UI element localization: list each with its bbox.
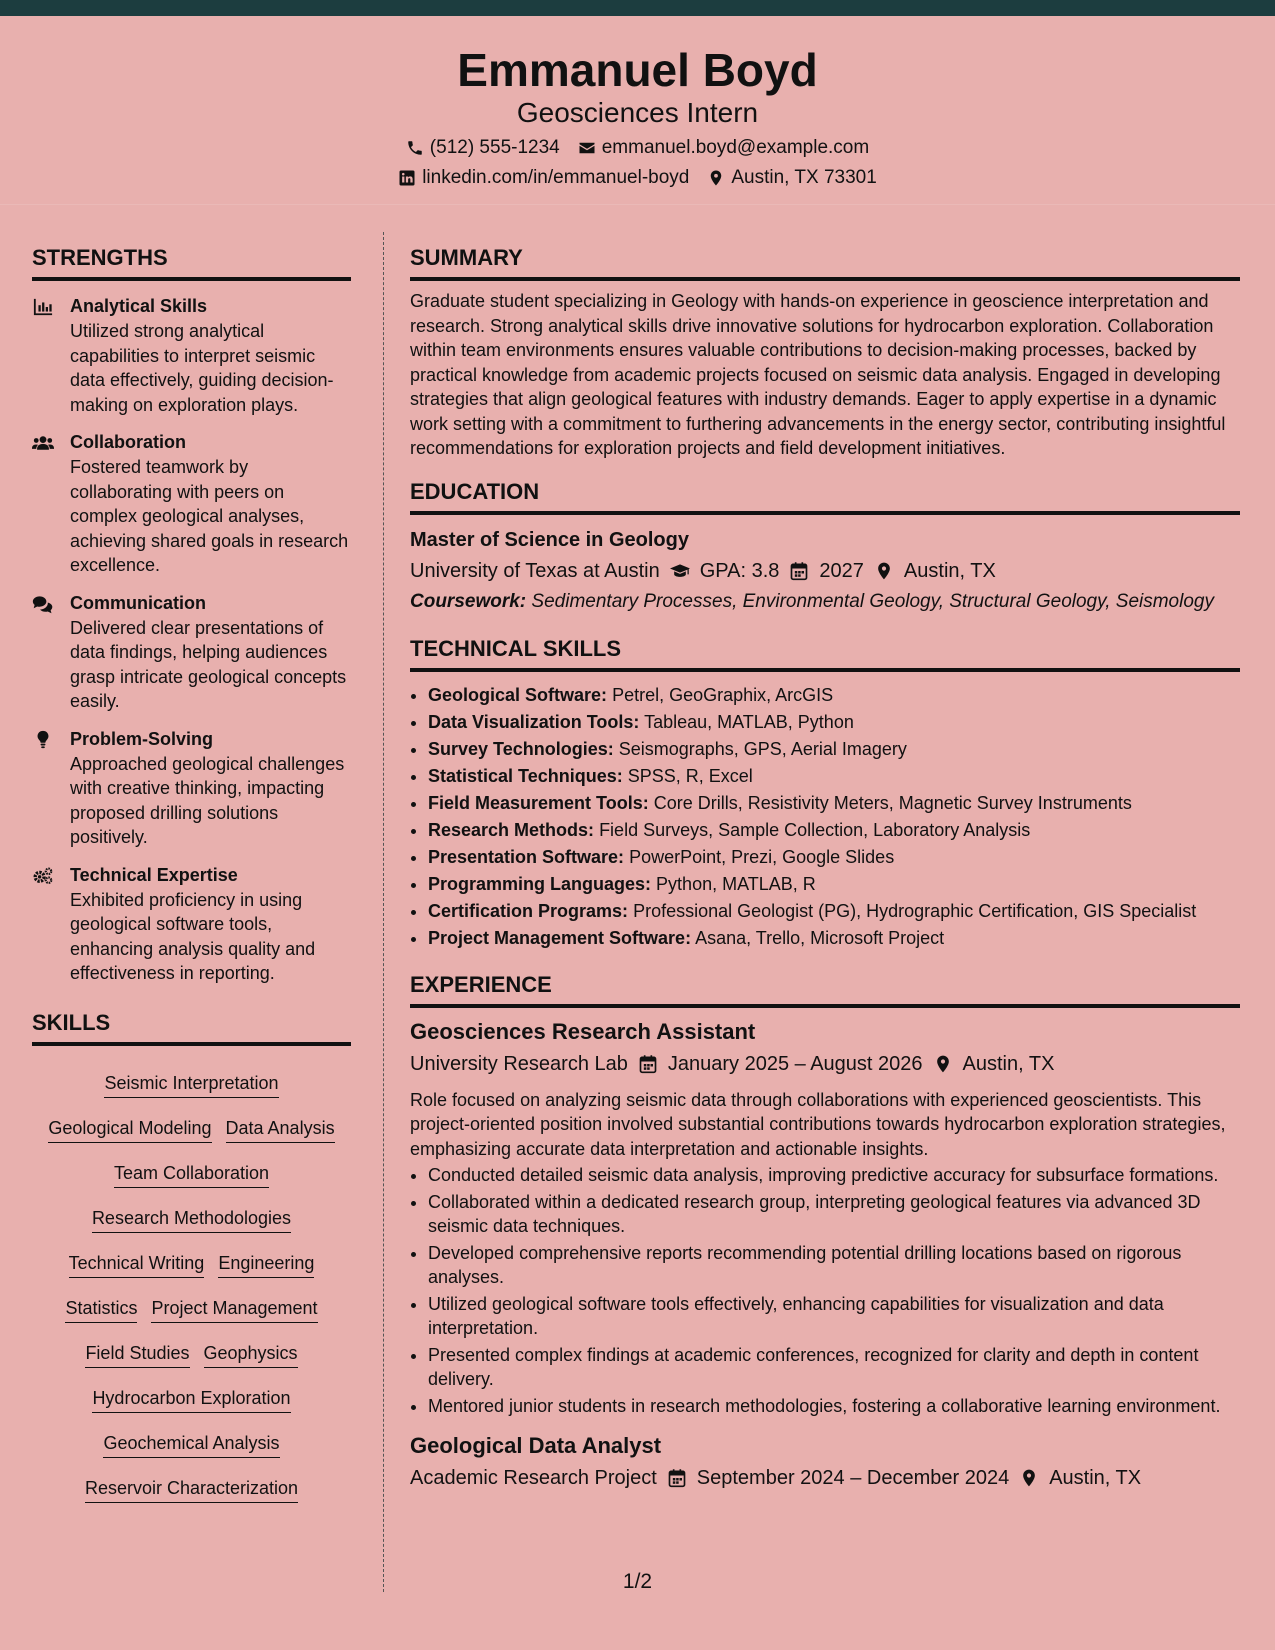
phone-icon	[406, 139, 424, 157]
summary-text: Graduate student specializing in Geology with hands-on experience in geoscience interpretation and research. Strong analytical skills drive innovative solutions for hydrocarbon exploration. Collaboration within team environments ensures valuable contributions to decision-making processes, backed by practical knowledge from academic projects focused on seismic data analysis. Engaged in developing strategies that align geological features with industry demands. Eager to apply expertise in a dynamic work setting with a commitment to furthering advancements in the energy sector, contributing insightful recommendations for exploration projects and field development initiatives.	[410, 291, 1226, 458]
list-item	[428, 925, 1240, 952]
summary-heading: SUMMARY	[410, 245, 1240, 281]
users-icon	[32, 431, 70, 578]
strength-description: Approached geological challenges with creative thinking, impacting proposed drilling solutions positively.	[70, 753, 345, 847]
skill-values: Python, MATLAB, R	[656, 873, 816, 894]
degree: Master of Science in Geology	[410, 528, 689, 551]
list-item: • Collaborated within a dedicated research group, interpreting geological features via advanced 3D seismic data techniques.	[428, 1190, 1240, 1239]
job-meta	[410, 1464, 1240, 1492]
strength-title: Technical Expertise	[70, 864, 238, 885]
strengths-heading: STRENGTHS	[32, 245, 351, 281]
gpa: GPA: 3.8	[699, 559, 780, 582]
lightbulb-icon	[32, 728, 70, 850]
email-text[interactable]: emmanuel.boyd@example.com	[601, 137, 870, 158]
job-organization: University Research Lab	[410, 1052, 628, 1075]
skill-tag: Geochemical Analysis	[103, 1432, 279, 1458]
experience-heading: EXPERIENCE	[410, 972, 1240, 1008]
calendar-icon	[789, 561, 809, 581]
strength-item	[32, 431, 351, 578]
technical-skills-heading: TECHNICAL SKILLS	[410, 636, 1240, 672]
strength-title: Communication	[70, 592, 207, 613]
contact-row-2	[0, 166, 1275, 190]
contact-row-1	[0, 136, 1275, 160]
skill-values: PowerPoint, Prezi, Google Slides	[629, 846, 895, 867]
job-location: Austin, TX	[962, 1052, 1055, 1075]
list-item	[428, 844, 1240, 871]
candidate-title: Geosciences Intern	[516, 97, 759, 128]
skill-category: Project Management Software:	[428, 927, 692, 948]
phone-text: (512) 555-1234	[429, 137, 560, 158]
school-name: University of Texas at Austin	[410, 559, 660, 582]
list-item	[428, 898, 1240, 925]
skill-tag: Reservoir Characterization	[85, 1477, 298, 1503]
education-location: Austin, TX	[903, 559, 996, 582]
strength-description: Exhibited proficiency in using geological software tools, enhancing analysis quality and effectiveness in reporting.	[70, 889, 316, 983]
strength-title: Collaboration	[70, 432, 186, 452]
skill-category: Geological Software:	[428, 684, 608, 705]
list-item: • Developed comprehensive reports recommending potential drilling locations based on rigorous analyses.	[428, 1241, 1240, 1290]
skill-tag: Project Management	[151, 1297, 317, 1323]
calendar-icon	[667, 1468, 687, 1488]
skill-tag: Field Studies	[85, 1342, 189, 1368]
coursework-label: Coursework:	[410, 590, 527, 612]
map-marker-icon	[707, 169, 725, 187]
page-number: 1/2	[622, 1570, 653, 1593]
job-location: Austin, TX	[1049, 1467, 1142, 1489]
linkedin-icon	[398, 169, 416, 187]
education-heading: EDUCATION	[410, 479, 1240, 515]
job-title: Geosciences Research Assistant	[410, 1018, 756, 1044]
skill-category: Survey Technologies:	[428, 738, 614, 759]
skill-values: Seismographs, GPS, Aerial Imagery	[618, 738, 907, 759]
skill-tag: Data Analysis	[226, 1117, 335, 1143]
skill-values: Tableau, MATLAB, Python	[644, 711, 854, 732]
job-organization: Academic Research Project	[410, 1467, 657, 1489]
comments-icon	[32, 592, 70, 714]
job-title: Geological Data Analyst	[410, 1433, 662, 1458]
strength-item	[32, 728, 351, 850]
strength-description: Utilized strong analytical capabilities to interpret seismic data effectively, guiding decision-making on exploration plays.	[70, 321, 334, 415]
strength-item	[32, 864, 351, 986]
strength-title: Analytical Skills	[70, 296, 208, 316]
list-item	[428, 790, 1240, 817]
graduation-cap-icon	[670, 561, 690, 581]
bar-chart-icon	[32, 295, 70, 417]
skill-tag: Research Methodologies	[92, 1207, 291, 1233]
skill-values: Asana, Trello, Microsoft Project	[695, 927, 945, 948]
list-item	[428, 763, 1240, 790]
graduation-year: 2027	[819, 559, 864, 582]
skill-tag: Hydrocarbon Exploration	[92, 1387, 290, 1413]
skill-category: Statistical Techniques:	[428, 765, 623, 786]
skill-tag: Seismic Interpretation	[104, 1072, 278, 1098]
gears-icon	[32, 864, 70, 986]
skill-tag: Geophysics	[204, 1342, 298, 1368]
job-meta	[410, 1050, 1240, 1078]
skill-values: Core Drills, Resistivity Meters, Magnetic Survey Instruments	[653, 792, 1132, 813]
skill-tag: Technical Writing	[69, 1252, 205, 1278]
skill-values: Professional Geologist (PG), Hydrographic Certification, GIS Specialist	[633, 900, 1197, 921]
top-bar	[0, 0, 1275, 16]
list-item	[428, 709, 1240, 736]
list-item: • Mentored junior students in research methodologies, fostering a collaborative learning environment.	[428, 1394, 1240, 1419]
skill-values: Petrel, GeoGraphix, ArcGIS	[612, 684, 834, 705]
technical-skills-list	[410, 682, 1240, 952]
job-description: Role focused on analyzing seismic data through collaborations with experienced geoscientists. This project-oriented position involved substantial contributions towards hydrocarbon exploration strategies, emphasizing accurate data interpretation and actionable insights.	[410, 1089, 1226, 1159]
skill-tag: Statistics	[65, 1297, 137, 1323]
education-meta	[410, 557, 1240, 585]
skill-category: Data Visualization Tools:	[428, 711, 640, 732]
strength-title: Problem-Solving	[70, 728, 214, 749]
list-item: • Presented complex findings at academic conferences, recognized for clarity and depth in content delivery.	[428, 1343, 1240, 1392]
skill-category: Certification Programs:	[428, 900, 629, 921]
linkedin-item[interactable]	[398, 166, 689, 190]
strength-description: Delivered clear presentations of data findings, helping audiences grasp intricate geological concepts easily.	[70, 617, 347, 711]
skill-category: Programming Languages:	[428, 873, 652, 894]
list-item: • Conducted detailed seismic data analysis, improving predictive accuracy for subsurface formations.	[428, 1163, 1240, 1188]
right-column	[410, 245, 1240, 1492]
job-bullets	[410, 1163, 1240, 1418]
skills-list	[32, 1062, 351, 1512]
job-dates: January 2025 – August 2026	[667, 1052, 923, 1075]
list-item	[428, 871, 1240, 898]
email-item[interactable]	[578, 136, 869, 160]
calendar-icon	[638, 1054, 658, 1074]
map-marker-icon	[933, 1054, 953, 1074]
skill-category: Field Measurement Tools:	[428, 792, 649, 813]
skill-tag: Engineering	[218, 1252, 314, 1278]
list-item	[428, 736, 1240, 763]
coursework	[410, 589, 1240, 614]
left-column	[32, 245, 351, 1512]
coursework-list: Sedimentary Processes, Environmental Geology, Structural Geology, Seismology	[531, 590, 1214, 612]
skills-heading: SKILLS	[32, 1010, 351, 1046]
resume-header	[0, 16, 1275, 205]
phone-item	[406, 136, 560, 160]
map-marker-icon	[1019, 1468, 1039, 1488]
list-item	[428, 682, 1240, 709]
strength-item	[32, 295, 351, 417]
location-item	[707, 166, 876, 190]
skill-tag: Team Collaboration	[114, 1162, 269, 1188]
job-dates: September 2024 – December 2024	[696, 1467, 1010, 1489]
envelope-icon	[578, 139, 596, 157]
candidate-name: Emmanuel Boyd	[457, 44, 818, 96]
linkedin-text[interactable]: linkedin.com/in/emmanuel-boyd	[422, 167, 690, 188]
list-item	[428, 817, 1240, 844]
skill-category: Research Methods:	[428, 819, 595, 840]
column-divider	[383, 232, 384, 1592]
skill-category: Presentation Software:	[428, 846, 625, 867]
strength-item	[32, 592, 351, 714]
location-text: Austin, TX 73301	[731, 167, 877, 188]
strength-description: Fostered teamwork by collaborating with peers on complex geological analyses, achieving shared goals in research excellence.	[70, 457, 349, 575]
skill-values: SPSS, R, Excel	[627, 765, 753, 786]
skill-tag: Geological Modeling	[48, 1117, 211, 1143]
map-marker-icon	[874, 561, 894, 581]
skill-values: Field Surveys, Sample Collection, Laboratory Analysis	[599, 819, 1031, 840]
list-item: • Utilized geological software tools effectively, enhancing capabilities for visualization and data interpretation.	[428, 1292, 1240, 1341]
